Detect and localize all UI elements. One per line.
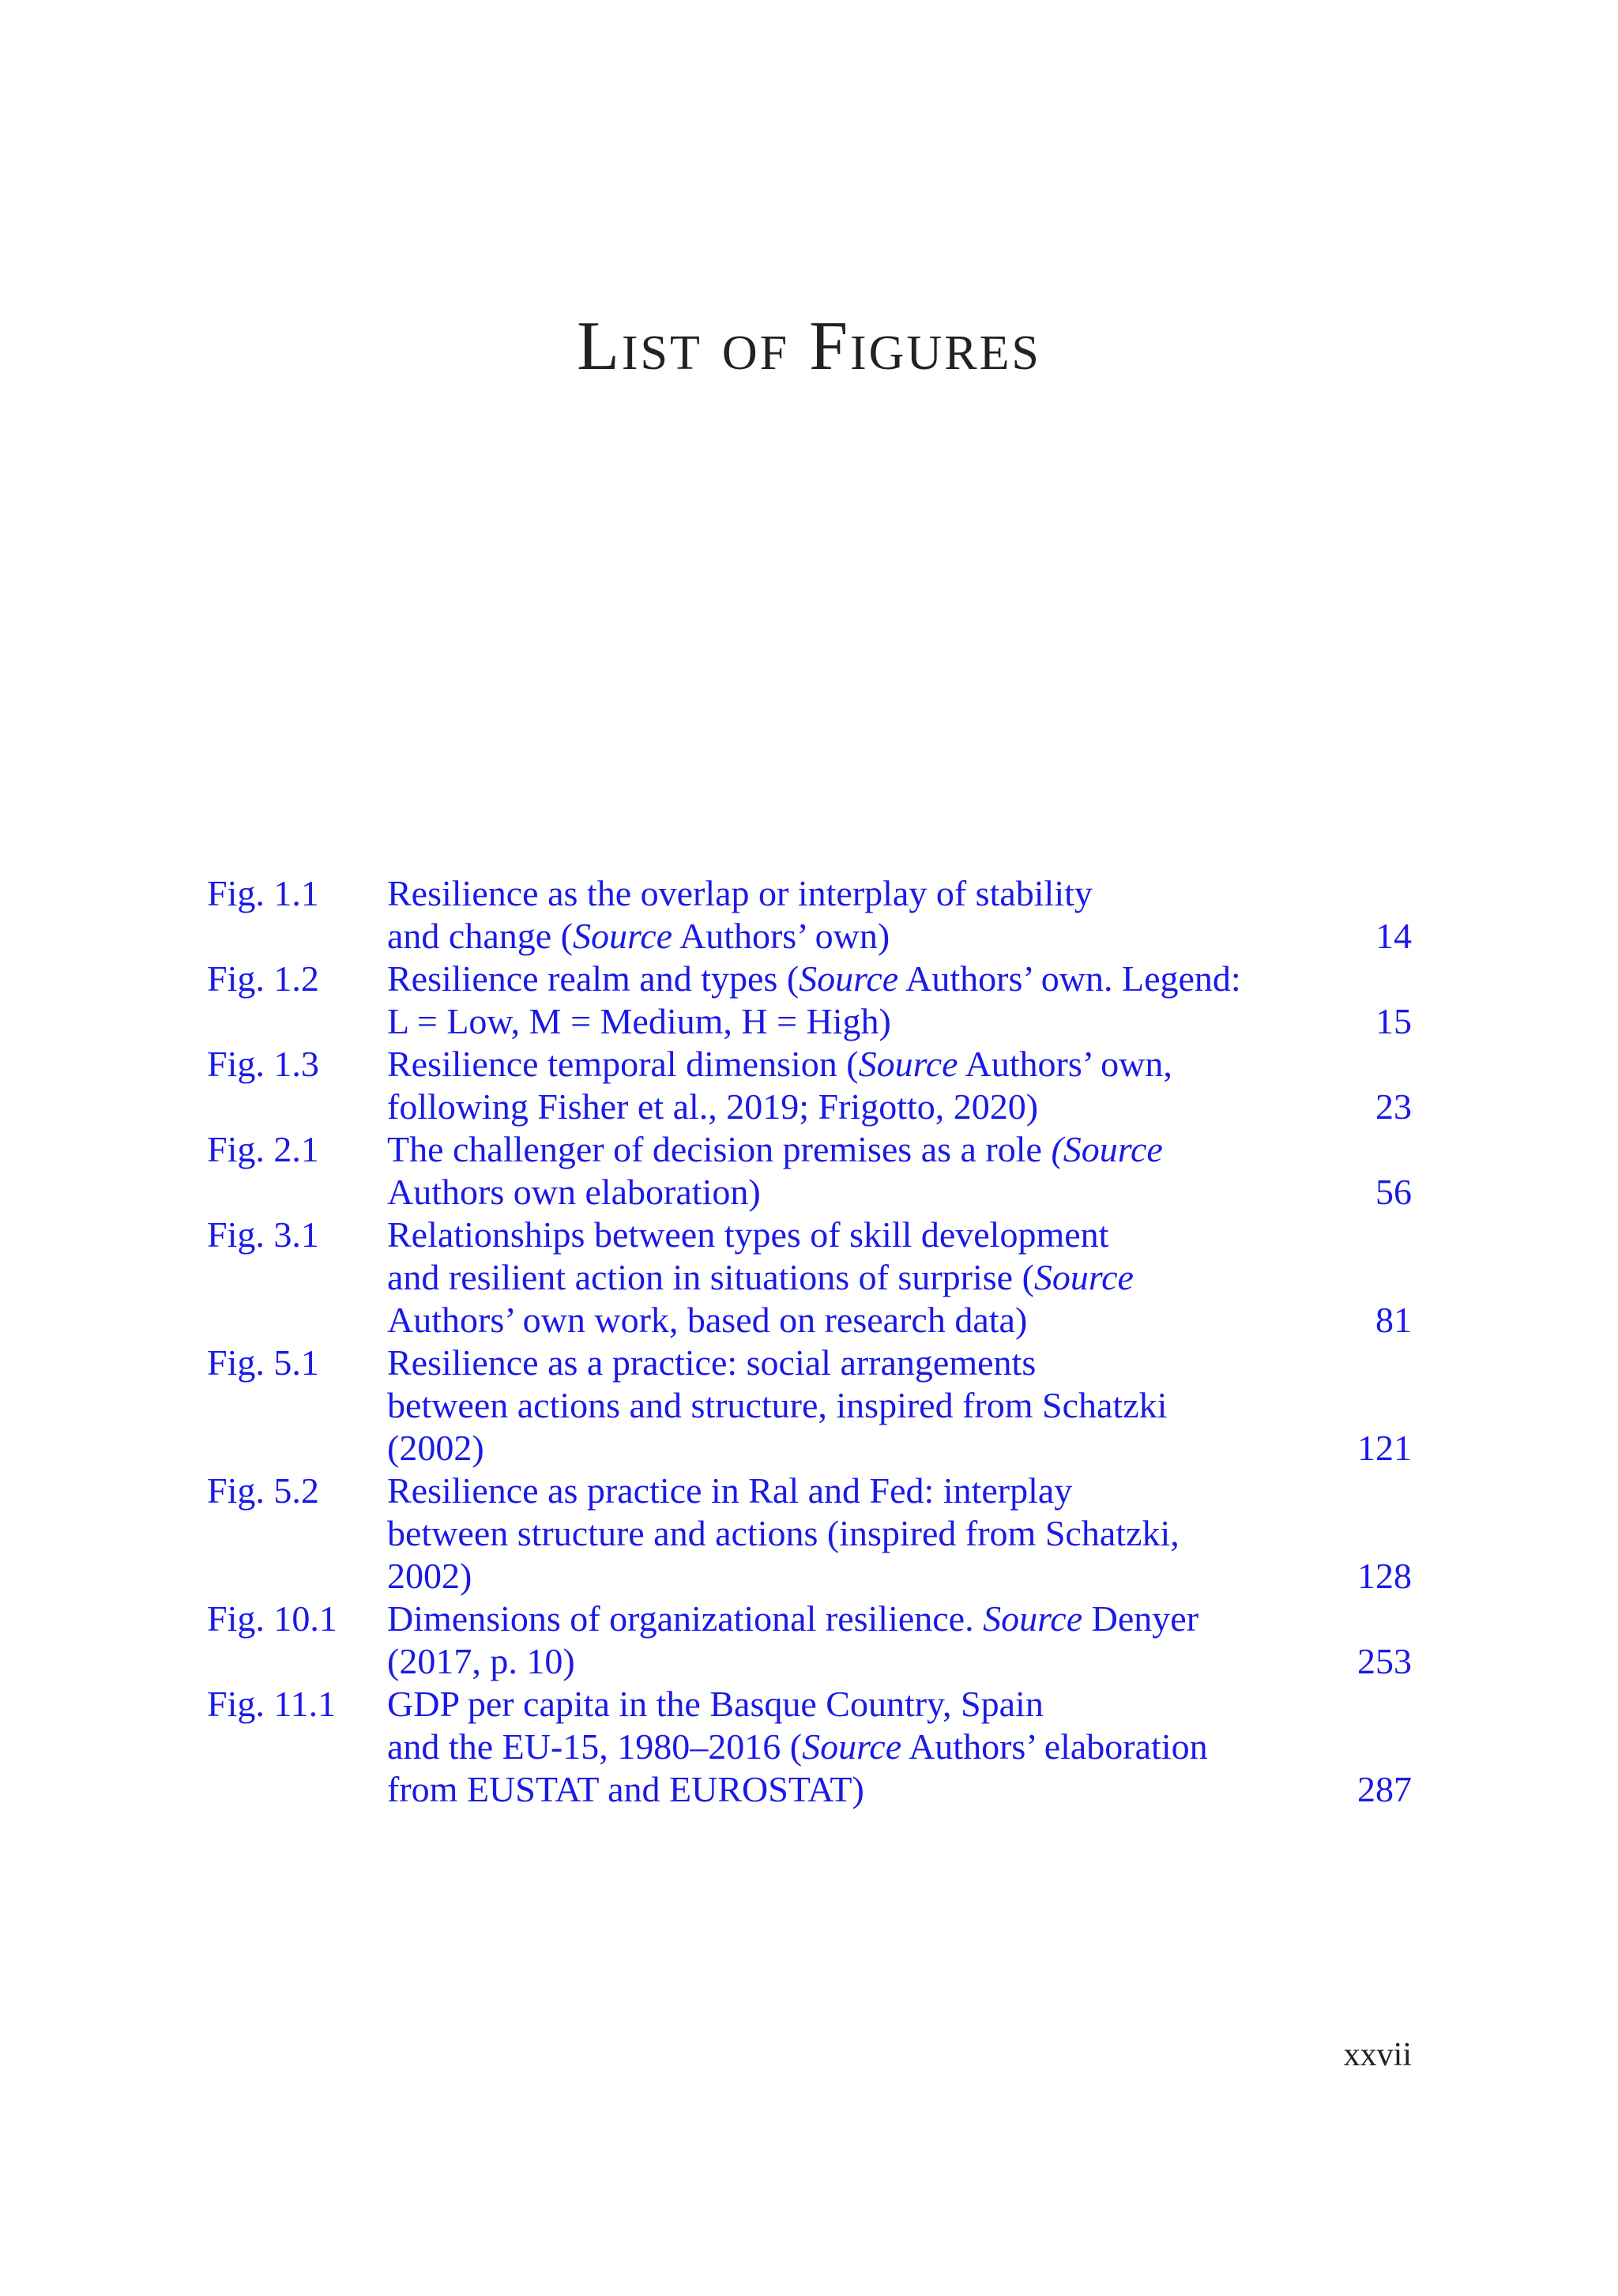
caption-text: GDP per capita in the Basque Country, Spain bbox=[387, 1684, 1044, 1724]
caption-text: from EUSTAT and EUROSTAT) bbox=[387, 1769, 864, 1809]
figure-label-link[interactable]: Fig. 3.1 bbox=[207, 1214, 319, 1255]
caption-text: Authors own elaboration) bbox=[387, 1172, 761, 1212]
caption-line bbox=[387, 1299, 1248, 1342]
figure-caption-link[interactable] bbox=[387, 1214, 1248, 1342]
caption-line bbox=[387, 1171, 1248, 1214]
caption-line bbox=[387, 1640, 1248, 1683]
page-title: List of Figures bbox=[577, 308, 1041, 385]
figure-entry[interactable] bbox=[207, 1470, 1412, 1598]
caption-text: Resilience as practice in Ral and Fed: interplay bbox=[387, 1470, 1073, 1511]
caption-line bbox=[387, 1086, 1248, 1128]
caption-line bbox=[387, 1342, 1248, 1384]
figure-entry[interactable] bbox=[207, 1214, 1412, 1342]
figure-label-link[interactable]: Fig. 1.1 bbox=[207, 873, 319, 913]
caption-line bbox=[387, 1470, 1248, 1512]
figure-page-link[interactable]: 23 bbox=[1375, 1086, 1412, 1127]
page-number: xxvii bbox=[1343, 2037, 1412, 2073]
caption-line bbox=[387, 958, 1248, 1000]
figure-label-link[interactable]: Fig. 1.3 bbox=[207, 1044, 319, 1084]
figure-entry[interactable] bbox=[207, 1043, 1412, 1128]
caption-text: following Fisher et al., 2019; Frigotto, 2020) bbox=[387, 1086, 1039, 1127]
caption-line bbox=[387, 1512, 1248, 1555]
caption-line bbox=[387, 1256, 1248, 1299]
figure-caption-link[interactable] bbox=[387, 1470, 1248, 1598]
figure-entry[interactable] bbox=[207, 1598, 1412, 1683]
caption-line bbox=[387, 1768, 1248, 1811]
caption-text: and resilient action in situations of surprise ( bbox=[387, 1257, 1034, 1297]
caption-line bbox=[387, 1598, 1248, 1640]
figure-page-link[interactable]: 121 bbox=[1357, 1428, 1412, 1468]
caption-text: Resilience realm and types ( bbox=[387, 958, 800, 999]
caption-text: and change ( bbox=[387, 916, 573, 956]
caption-text: Dimensions of organizational resilience. bbox=[387, 1598, 984, 1639]
caption-line bbox=[387, 1683, 1248, 1726]
caption-source-italic: Source bbox=[573, 916, 673, 956]
figure-caption-link[interactable] bbox=[387, 1342, 1248, 1470]
caption-line bbox=[387, 915, 1248, 958]
caption-text: Resilience temporal dimension ( bbox=[387, 1044, 859, 1084]
caption-line bbox=[387, 1000, 1248, 1043]
caption-text: Authors’ own) bbox=[672, 916, 890, 956]
figure-caption-link[interactable] bbox=[387, 872, 1248, 958]
figure-label-link[interactable]: Fig. 10.1 bbox=[207, 1598, 337, 1639]
caption-line bbox=[387, 1726, 1248, 1768]
figure-page-link[interactable]: 287 bbox=[1357, 1769, 1412, 1809]
figure-page-link[interactable]: 128 bbox=[1357, 1556, 1412, 1596]
caption-line bbox=[387, 1043, 1248, 1086]
caption-text: between structure and actions (inspired from Schatzki, bbox=[387, 1513, 1180, 1553]
figure-page-link[interactable]: 15 bbox=[1375, 1001, 1412, 1041]
caption-text: between actions and structure, inspired from Schatzki bbox=[387, 1385, 1168, 1425]
caption-text: (2002) bbox=[387, 1428, 484, 1468]
caption-source-italic: Source bbox=[802, 1726, 902, 1767]
figures-list bbox=[207, 872, 1412, 1811]
caption-source-italic: Source bbox=[858, 1044, 958, 1084]
caption-line bbox=[387, 1128, 1248, 1171]
caption-text: 2002) bbox=[387, 1556, 472, 1596]
caption-source-italic: (Source bbox=[1051, 1129, 1163, 1169]
figure-entry[interactable] bbox=[207, 1342, 1412, 1470]
caption-text: Denyer bbox=[1082, 1598, 1199, 1639]
caption-text: Resilience as a practice: social arrangements bbox=[387, 1342, 1037, 1383]
caption-source-italic: Source bbox=[983, 1598, 1083, 1639]
caption-text: The challenger of decision premises as a role bbox=[387, 1129, 1052, 1169]
figure-caption-link[interactable] bbox=[387, 1598, 1248, 1683]
figure-page-link[interactable]: 253 bbox=[1357, 1641, 1412, 1681]
caption-text: Authors’ own work, based on research data) bbox=[387, 1300, 1028, 1340]
caption-source-italic: Source bbox=[1033, 1257, 1134, 1297]
figure-page-link[interactable]: 56 bbox=[1375, 1172, 1412, 1212]
figure-label-link[interactable]: Fig. 1.2 bbox=[207, 958, 319, 999]
figure-entry[interactable] bbox=[207, 872, 1412, 958]
figure-label-link[interactable]: Fig. 5.2 bbox=[207, 1470, 319, 1511]
figure-entry[interactable] bbox=[207, 1128, 1412, 1214]
figure-caption-link[interactable] bbox=[387, 1683, 1248, 1811]
caption-line bbox=[387, 1555, 1248, 1598]
caption-text: (2017, p. 10) bbox=[387, 1641, 575, 1681]
caption-text: and the EU-15, 1980–2016 ( bbox=[387, 1726, 803, 1767]
caption-source-italic: Source bbox=[799, 958, 899, 999]
figure-entry[interactable] bbox=[207, 1683, 1412, 1811]
caption-text: Authors’ elaboration bbox=[901, 1726, 1208, 1767]
caption-line bbox=[387, 1214, 1248, 1256]
caption-line bbox=[387, 1427, 1248, 1470]
figure-caption-link[interactable] bbox=[387, 958, 1248, 1043]
figure-label-link[interactable]: Fig. 5.1 bbox=[207, 1342, 319, 1383]
caption-text: Authors’ own, bbox=[958, 1044, 1172, 1084]
figure-caption-link[interactable] bbox=[387, 1043, 1248, 1128]
caption-text: Authors’ own. Legend: bbox=[898, 958, 1241, 999]
figure-page-link[interactable]: 14 bbox=[1375, 916, 1412, 956]
caption-text: Resilience as the overlap or interplay of stability bbox=[387, 873, 1093, 913]
figure-entry[interactable] bbox=[207, 958, 1412, 1043]
caption-line bbox=[387, 872, 1248, 915]
caption-text: L = Low, M = Medium, H = High) bbox=[387, 1001, 891, 1041]
caption-line bbox=[387, 1384, 1248, 1427]
figure-label-link[interactable]: Fig. 2.1 bbox=[207, 1129, 319, 1169]
figure-caption-link[interactable] bbox=[387, 1128, 1248, 1214]
figure-label-link[interactable]: Fig. 11.1 bbox=[207, 1684, 337, 1724]
caption-text: Relationships between types of skill development bbox=[387, 1214, 1109, 1255]
figure-page-link[interactable]: 81 bbox=[1375, 1300, 1412, 1340]
